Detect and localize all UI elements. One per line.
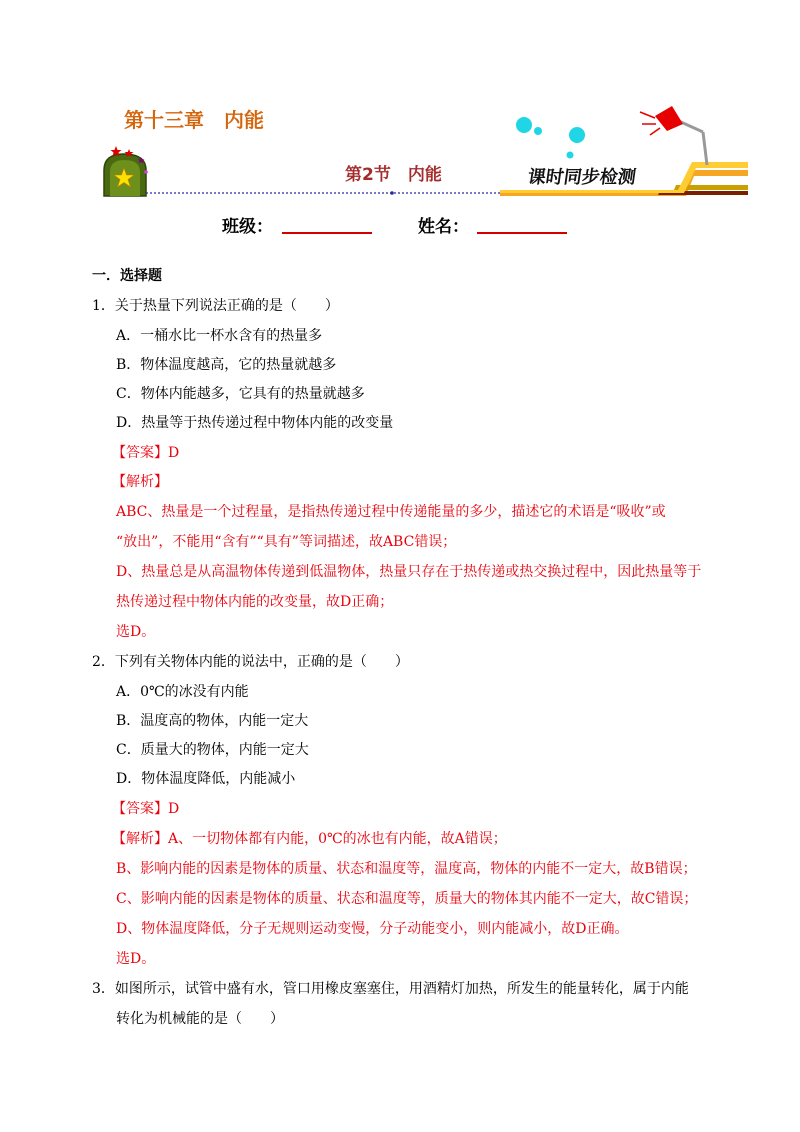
question-1-answer: 【答案】D	[112, 445, 180, 461]
question-2-analysis-line: D、物体温度降低，分子无规则运动变慢，分子动能变小，则内能减小，故D正确。	[116, 921, 629, 937]
question-2-stem: 2．下列有关物体内能的说法中，正确的是（ ）	[92, 654, 409, 670]
desk-lamp-icon	[640, 106, 707, 165]
question-1-analysis-line: ABC、热量是一个过程量，是指热传递过程中传递能量的多少，描述它的术语是“吸收”或	[116, 504, 666, 520]
name-label: 姓名：	[418, 217, 469, 237]
section-heading: 一．选择题	[92, 268, 162, 284]
question-2-option-b: B．温度高的物体，内能一定大	[116, 713, 309, 729]
question-2-answer: 【答案】D	[112, 801, 180, 817]
star-hill-icon	[104, 146, 148, 196]
question-2-option-d: D．物体温度降低，内能减小	[116, 771, 296, 787]
question-3-stem: 3．如图所示，试管中盛有水，管口用橡皮塞塞住，用酒精灯加热，所发生的能量转化，属于内能	[92, 981, 689, 997]
section-title: 第2节 内能	[345, 165, 442, 185]
question-1-analysis-label: 【解析】	[112, 474, 168, 490]
question-1-analysis-line: 热传递过程中物体内能的改变量，故D正确；	[116, 594, 394, 610]
question-3-stem-continued: 转化为机械能的是（ ）	[116, 1011, 284, 1027]
chapter-title: 第十三章 内能	[124, 108, 264, 132]
question-2-analysis-line: C、影响内能的因素是物体的质量、状态和温度等，质量大的物体其内能不一定大，故C错误；	[116, 891, 698, 907]
question-2-option-a: A．0℃的冰没有内能	[116, 684, 249, 700]
question-1-analysis-line: D、热量总是从高温物体传递到低温物体，热量只存在于热传递或热交换过程中，因此热量等于	[116, 564, 702, 580]
class-label: 班级：	[222, 217, 273, 237]
question-1-option-c: C．物体内能越多，它具有的热量就越多	[116, 386, 365, 402]
name-blank[interactable]	[477, 232, 567, 234]
bubbles-icon	[516, 117, 585, 159]
question-2-analysis-line: 【解析】A、一切物体都有内能，0℃的冰也有内能，故A错误；	[112, 831, 507, 847]
banner-label: 课时同步检测	[526, 167, 638, 188]
question-1-option-a: A．一桶水比一杯水含有的热量多	[116, 328, 323, 344]
question-1-option-d: D．热量等于热传递过程中物体内能的改变量	[116, 415, 394, 431]
question-1-stem: 1．关于热量下列说法正确的是（ ）	[92, 298, 339, 314]
question-2-analysis-line: B、影响内能的因素是物体的质量、状态和温度等，温度高，物体的内能不一定大，故B错误；	[116, 861, 697, 877]
question-1-analysis-line: 选D。	[116, 624, 156, 640]
question-1-option-b: B．物体温度越高，它的热量就越多	[116, 357, 337, 373]
question-2-option-c: C．质量大的物体，内能一定大	[116, 742, 309, 758]
question-2-analysis-line: 选D。	[116, 951, 156, 967]
class-blank[interactable]	[282, 232, 372, 234]
question-1-analysis-line: “放出”，不能用“含有”“具有”等词描述，故ABC错误；	[116, 534, 457, 550]
